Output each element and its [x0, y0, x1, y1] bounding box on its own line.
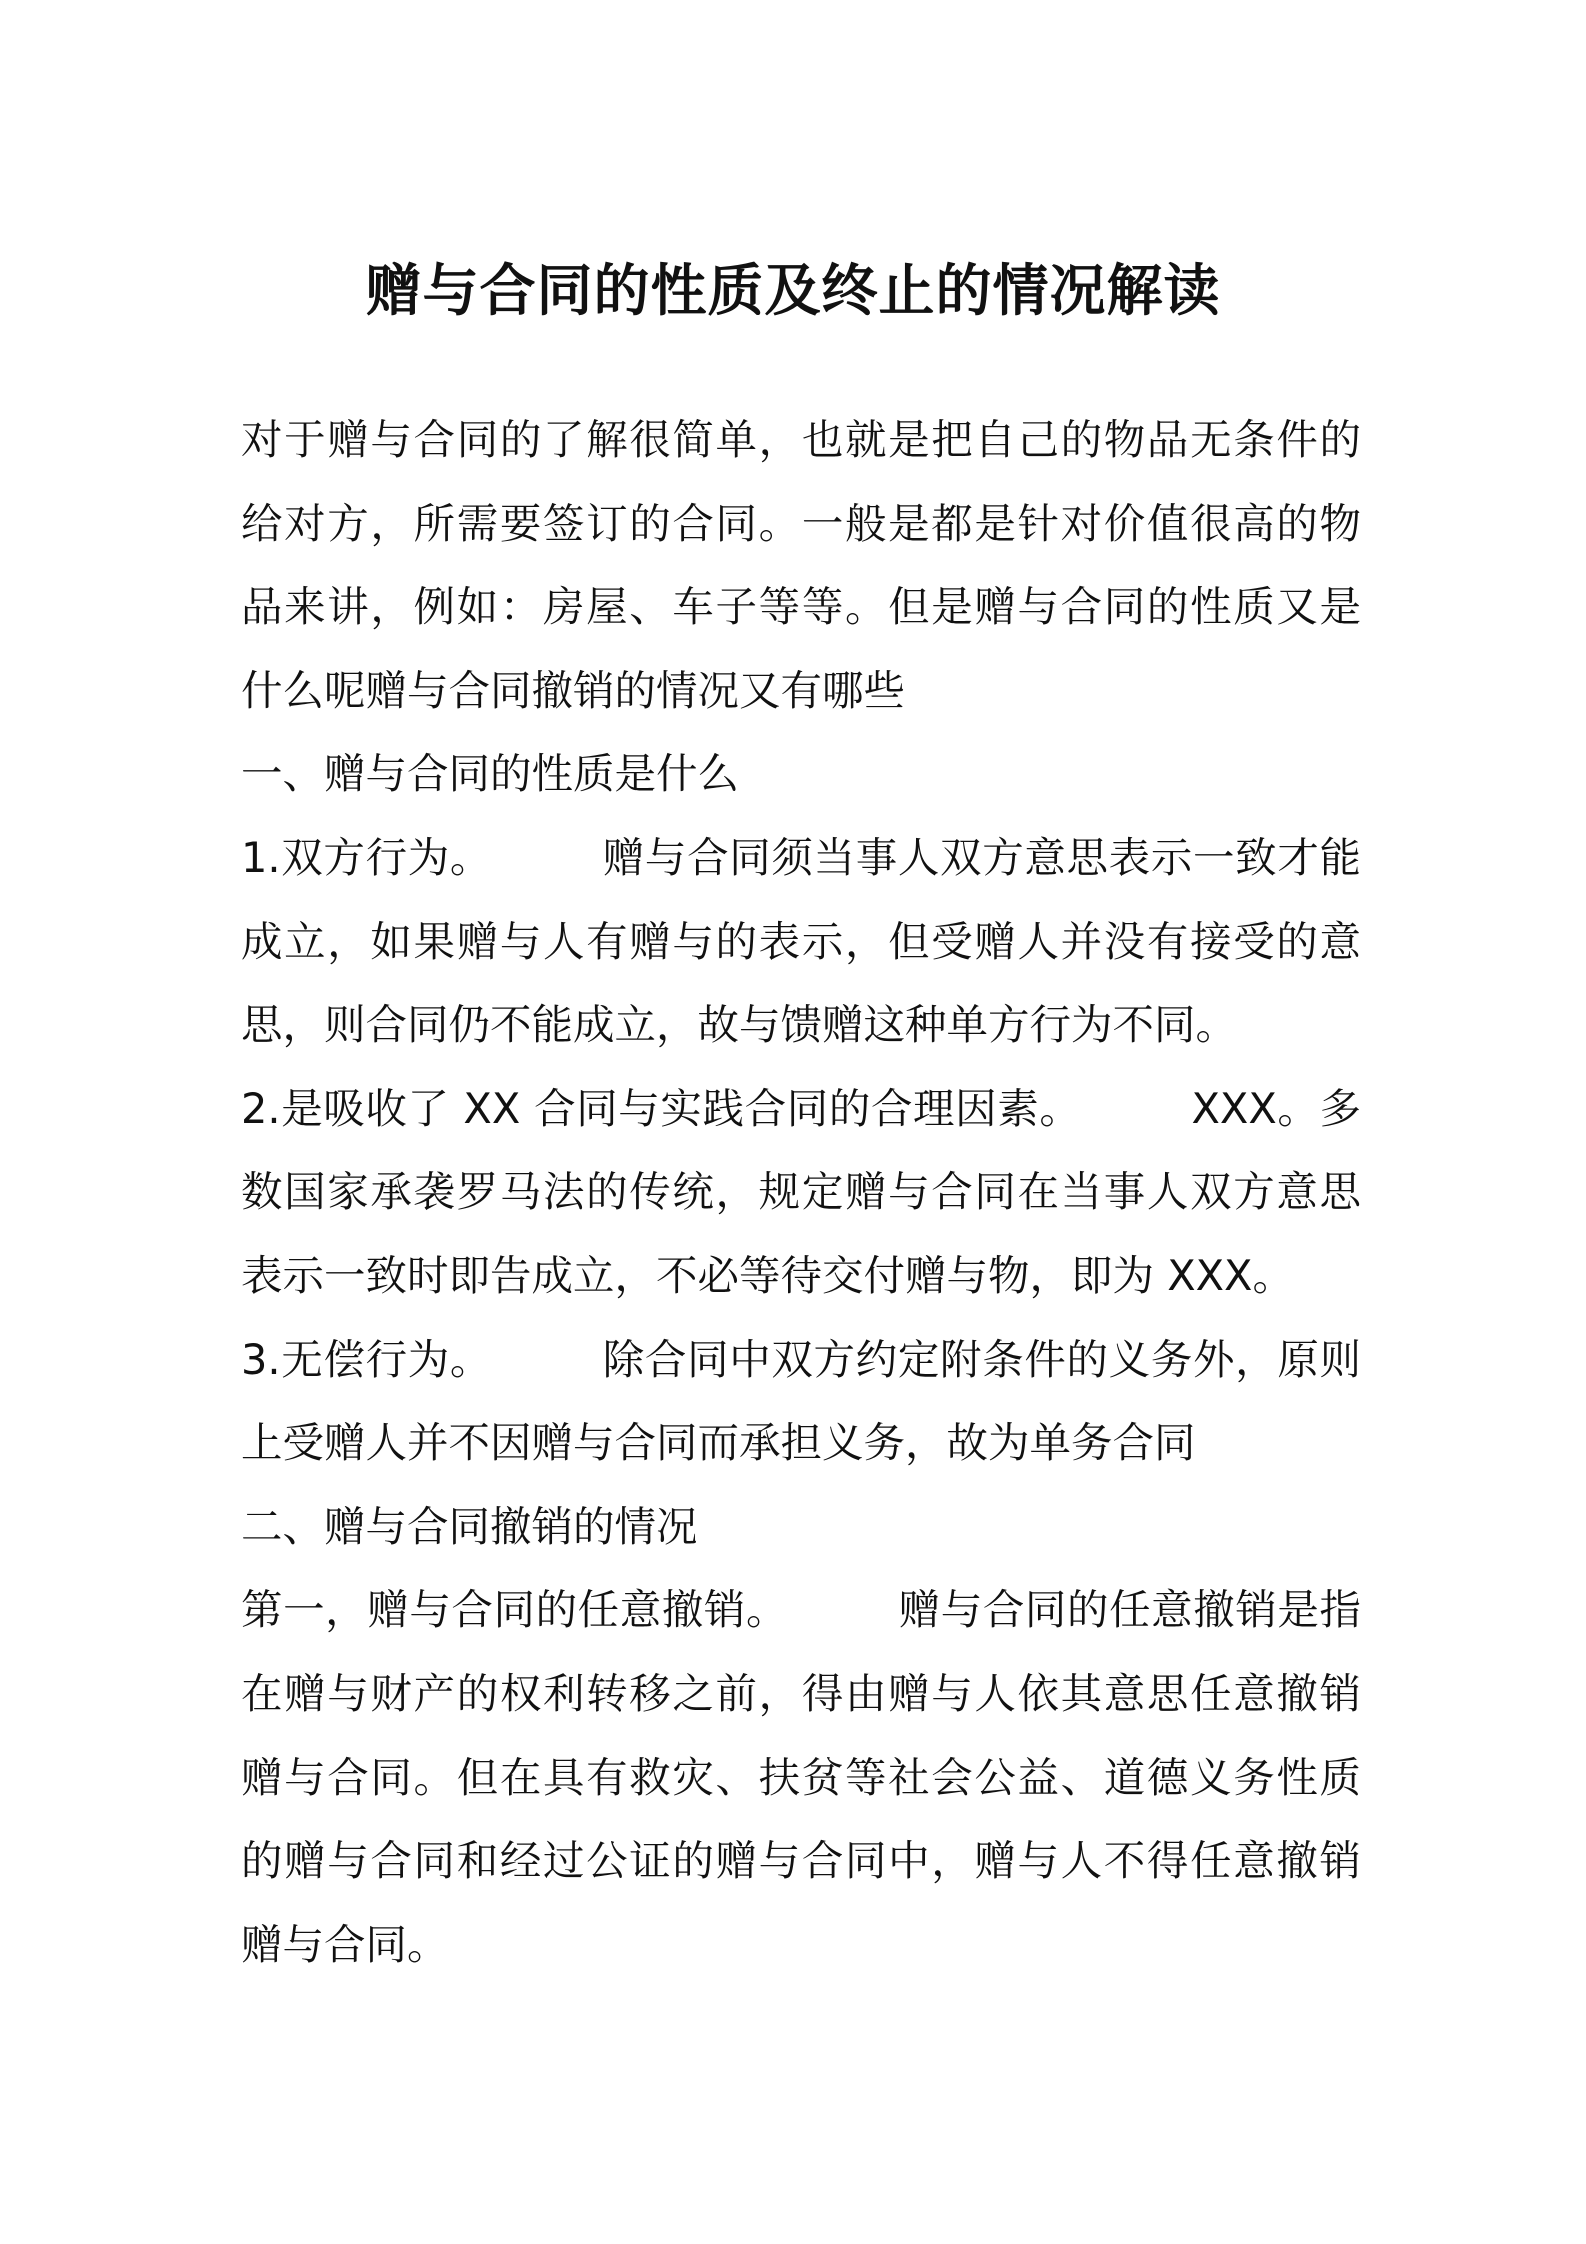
item-paragraph-3	[241, 1318, 1361, 1485]
item-paragraph-4	[241, 1568, 1361, 1986]
item-text-1: 赠与合同须当事人双方意思表示一致才能成立，如果赠与人有赠与的表示，但受赠人并没有接受的意思，则合同仍不能成立，故与馈赠这种单方行为不同。	[241, 832, 1361, 1050]
item-label-3: 3.无偿行为。	[241, 1334, 493, 1384]
item-text-4: 赠与合同的任意撤销是指在赠与财产的权利转移之前，得由赠与人依其意思任意撤销赠与合同。但在具有救灾、扶贫等社会公益、道德义务性质的赠与合同和经过公证的赠与合同中，赠与人不得任意撤销赠与合同。	[241, 1585, 1361, 1969]
item-paragraph-1	[241, 816, 1361, 1067]
item-text-2: XXX。多数国家承袭罗马法的传统，规定赠与合同在当事人双方意思表示一致时即告成立，不必等待交付赠与物，即为 XXX。	[241, 1083, 1362, 1300]
intro-paragraph: 对于赠与合同的了解很简单，也就是把自己的物品无条件的给对方，所需要签订的合同。一般是都是针对价值很高的物品来讲，例如：房屋、车子等等。但是赠与合同的性质又是什么呢赠与合同撤销的情况又有哪些	[241, 415, 1361, 715]
section-heading-nature: 一、赠与合同的性质是什么	[241, 749, 740, 799]
item-paragraph-2	[241, 1067, 1361, 1318]
item-label-1: 1.双方行为。	[241, 832, 493, 882]
item-text-3: 除合同中双方约定附条件的义务外，原则上受赠人并不因赠与合同而承担义务，故为单务合同	[241, 1334, 1361, 1468]
document-body	[241, 398, 1361, 1986]
item-label-4: 第一，赠与合同的任意撤销。	[241, 1585, 789, 1635]
item-label-2: 2.是吸收了 XX 合同与实践合同的合理因素。	[241, 1083, 1082, 1133]
section-heading-revocation: 二、赠与合同撤销的情况	[241, 1501, 698, 1551]
document-title: 赠与合同的性质及终止的情况解读	[365, 259, 1221, 324]
